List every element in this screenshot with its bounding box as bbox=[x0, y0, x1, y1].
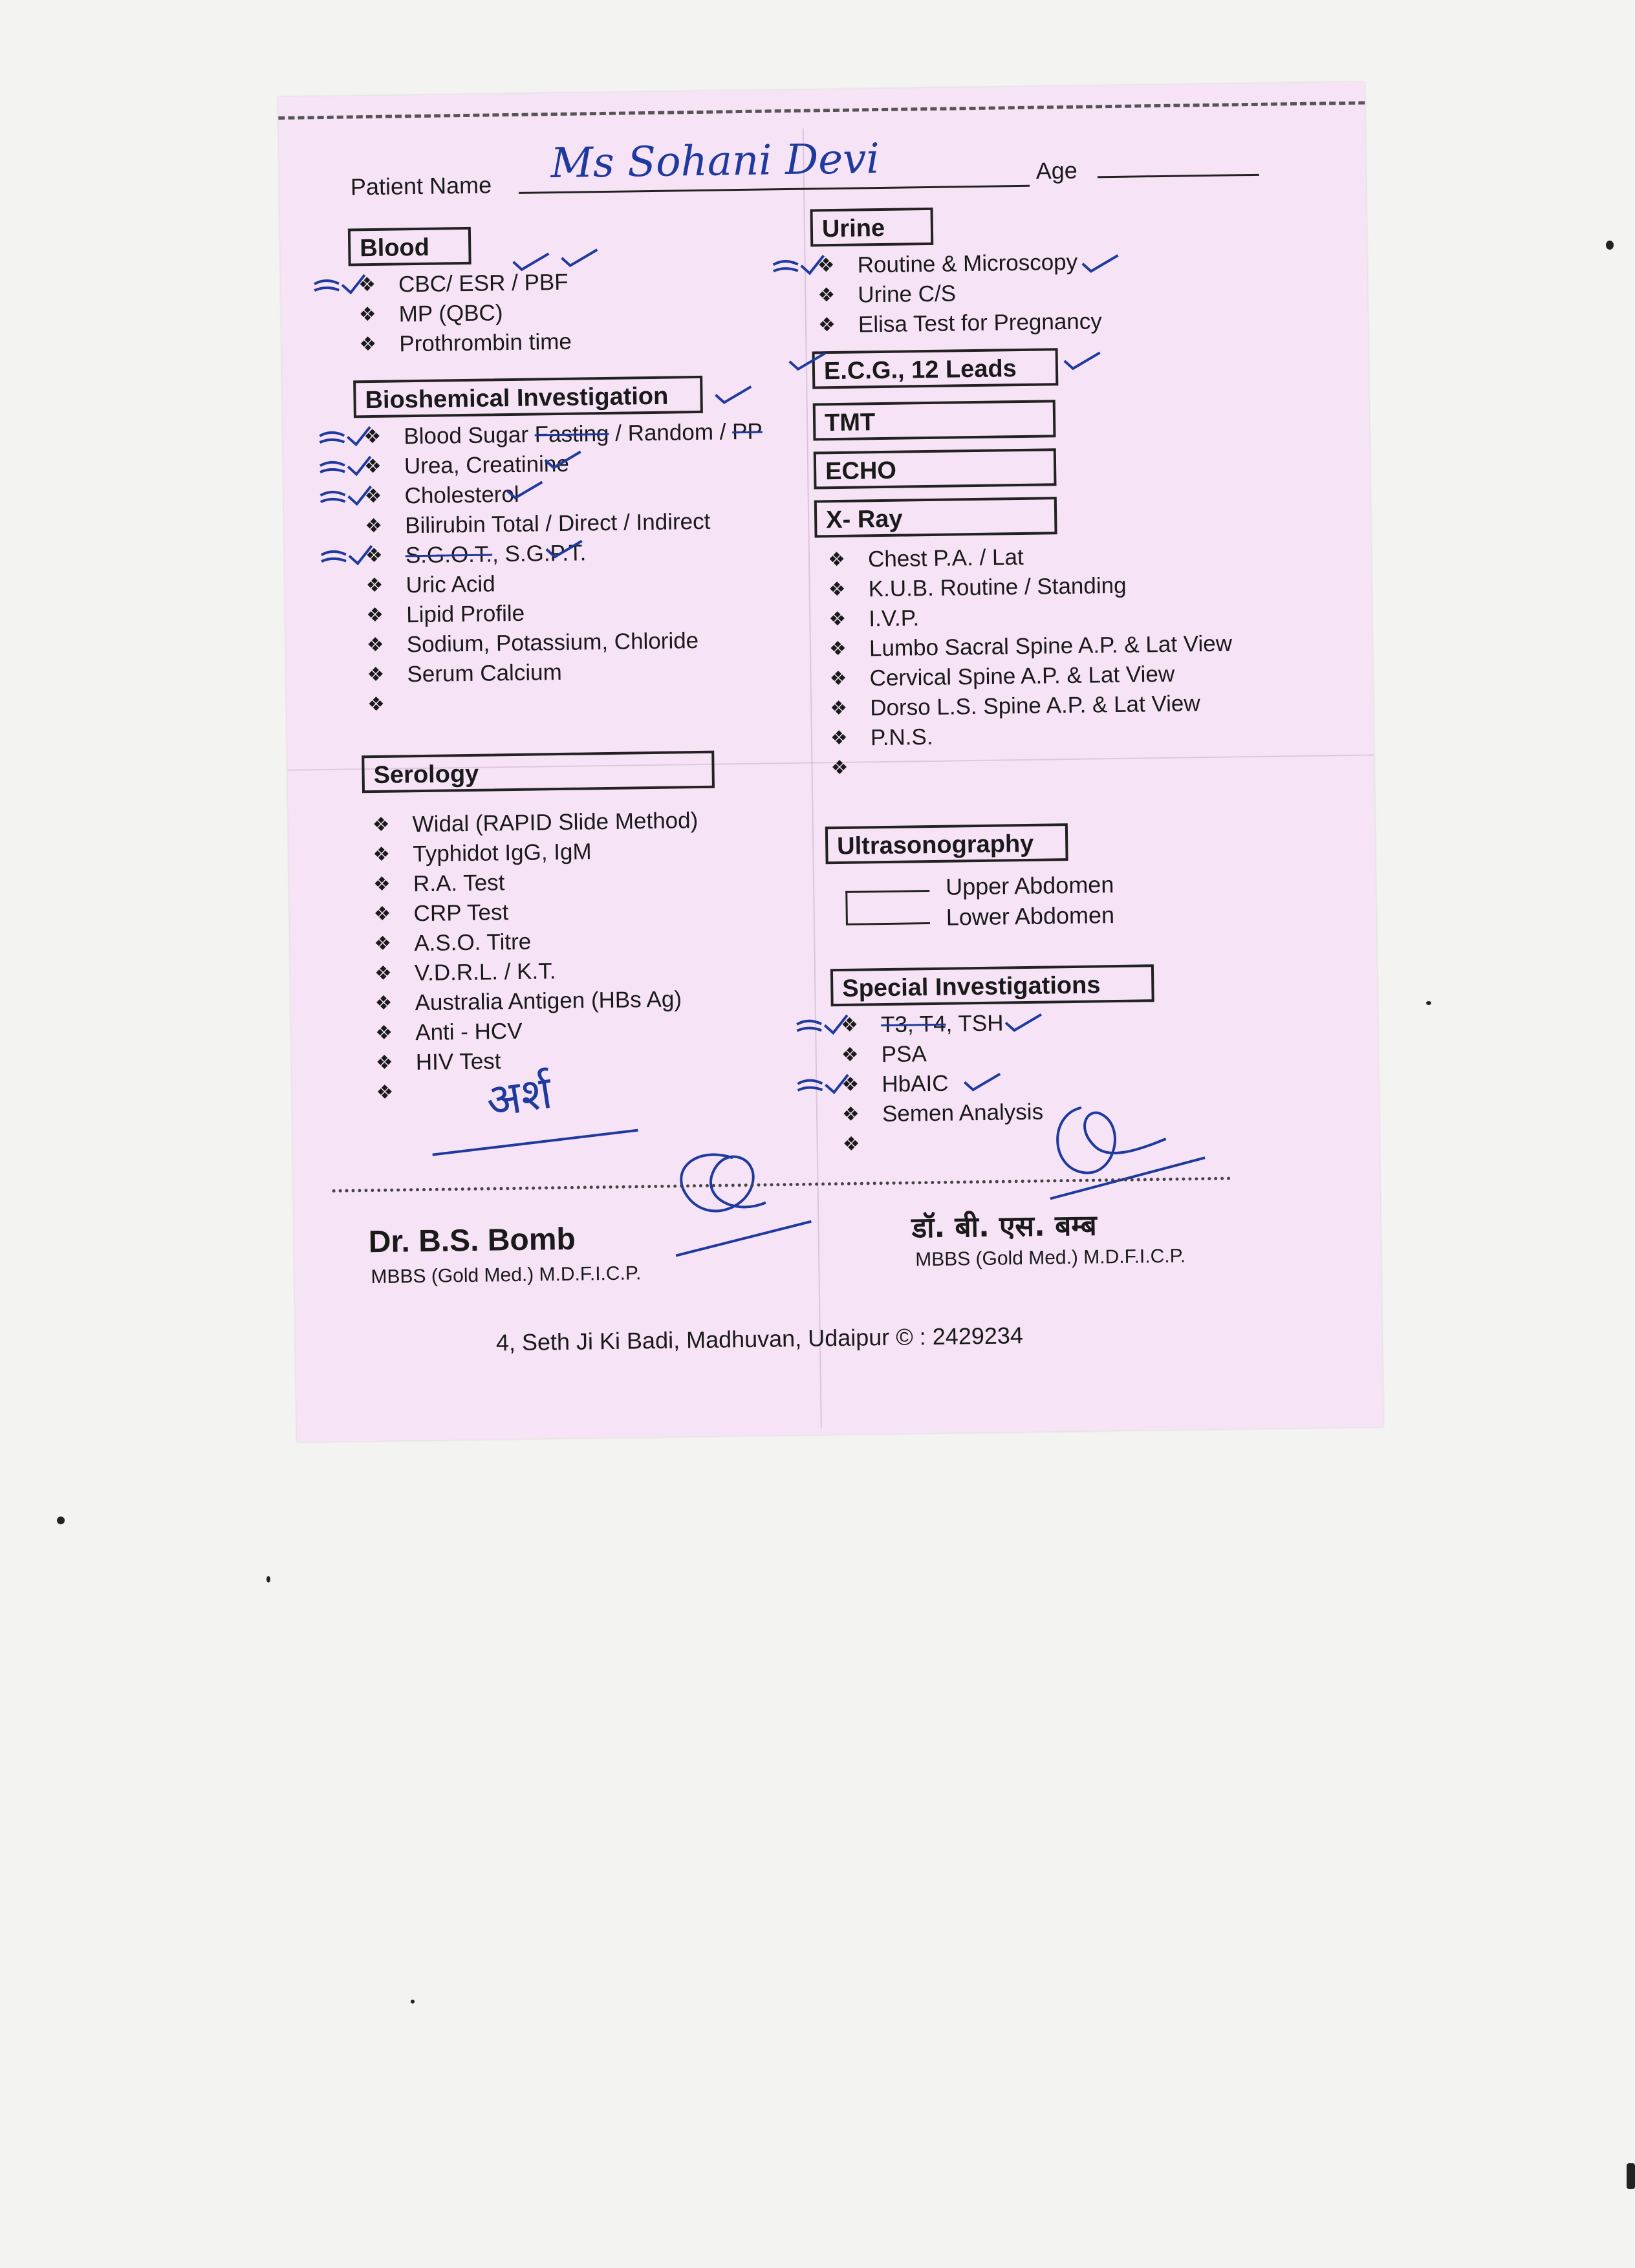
list-item: ❖ Elisa Test for Pregnancy bbox=[817, 308, 1103, 338]
section-title: ECHO bbox=[825, 457, 897, 486]
section-title: Bioshemical Investigation bbox=[365, 382, 669, 415]
list-item: ❖ HbAIC bbox=[841, 1068, 1043, 1100]
list-item: ❖ Lumbo Sacral Spine A.P. & Lat View bbox=[828, 631, 1233, 662]
section-biochemical bbox=[353, 376, 703, 418]
check-mark-icon bbox=[320, 543, 385, 569]
age-label: Age bbox=[1035, 157, 1078, 184]
list-item: ❖ T3, T4, TSH bbox=[841, 1008, 1043, 1041]
section-title: Blood bbox=[359, 233, 430, 263]
list-item: ❖ Widal (RAPID Slide Method) bbox=[372, 808, 698, 837]
section-title: Serology bbox=[373, 760, 479, 790]
section-title: Special Investigations bbox=[842, 971, 1101, 1002]
section-title: Urine bbox=[821, 214, 885, 243]
list-item: ❖ I.V.P. bbox=[828, 605, 920, 632]
list-item: ❖ Lipid Profile bbox=[365, 600, 525, 628]
list-item: ❖ R.A. Test bbox=[373, 870, 505, 897]
tick-mark-icon bbox=[503, 477, 549, 503]
speck bbox=[1426, 1001, 1431, 1005]
list-item: ❖ bbox=[376, 1081, 394, 1104]
section-title: E.C.G., 12 Leads bbox=[823, 355, 1017, 385]
list-item: ❖ PSA bbox=[841, 1041, 927, 1068]
section-title: X- Ray bbox=[825, 505, 903, 534]
list-item: ❖ HIV Test bbox=[375, 1048, 501, 1075]
list-item: ❖ P.N.S. bbox=[830, 724, 933, 751]
tick-mark-icon bbox=[712, 382, 758, 408]
tick-mark-icon bbox=[961, 1068, 1007, 1095]
list-item: ❖ Uric Acid bbox=[365, 571, 495, 598]
blood-list bbox=[358, 268, 572, 360]
tick-mark-icon bbox=[1002, 1010, 1048, 1036]
list-item: ❖ Dorso L.S. Spine A.P. & Lat View bbox=[830, 691, 1200, 721]
doctor-name-hi: डॉ. बी. एस. बम्ब bbox=[911, 1209, 1098, 1245]
handwritten-note: अर्श bbox=[482, 1065, 556, 1129]
check-mark-icon bbox=[796, 1012, 861, 1039]
list-item: ❖ Anti - HCV bbox=[374, 1018, 523, 1046]
prescription-slip bbox=[278, 82, 1383, 1442]
check-mark-icon bbox=[772, 252, 837, 279]
section-title: TMT bbox=[824, 409, 876, 437]
section-echo bbox=[814, 448, 1057, 489]
list-item: ❖ A.S.O. Titre bbox=[374, 929, 532, 956]
list-item: ❖ Typhidot IgG, IgM bbox=[373, 839, 592, 867]
list-item: ❖ Chest P.A. / Lat bbox=[827, 544, 1024, 572]
speck bbox=[266, 1576, 270, 1582]
section-serology bbox=[362, 751, 715, 794]
check-mark-icon bbox=[313, 272, 378, 298]
list-item: ❖ Cervical Spine A.P. & Lat View bbox=[829, 661, 1175, 691]
xray-list bbox=[828, 540, 1234, 784]
lower-abdomen-label: Lower Abdomen bbox=[946, 902, 1115, 931]
speck bbox=[1627, 2163, 1635, 2189]
tick-mark-icon bbox=[510, 248, 556, 275]
patient-name-value: Ms Sohani Devi bbox=[550, 135, 880, 188]
list-item: ❖ Semen Analysis bbox=[841, 1099, 1044, 1127]
list-item: ❖ Bilirubin Total / Direct / Indirect bbox=[365, 508, 711, 539]
signature-icon bbox=[655, 1130, 825, 1262]
list-item: ❖ Blood Sugar Fasting / Random / PP bbox=[363, 417, 763, 453]
list-item: ❖ K.U.B. Routine / Standing bbox=[828, 572, 1127, 602]
tick-mark-icon bbox=[542, 446, 588, 473]
section-urine bbox=[810, 208, 934, 247]
list-item: ❖ Serum Calcium bbox=[367, 659, 562, 687]
list-item: ❖ Australia Antigen (HBs Ag) bbox=[374, 986, 682, 1016]
list-item: ❖ MP (QBC) bbox=[358, 300, 503, 327]
tick-mark-icon bbox=[543, 535, 589, 562]
list-item: ❖ Sodium, Potassium, Chloride bbox=[366, 628, 699, 658]
section-blood bbox=[348, 227, 471, 266]
list-item: ❖ Cholesterol bbox=[364, 477, 763, 512]
speck bbox=[411, 2000, 415, 2003]
section-ultrasonography bbox=[825, 823, 1068, 864]
speck bbox=[57, 1517, 65, 1524]
section-special-investigations bbox=[830, 964, 1154, 1006]
list-item: ❖ bbox=[830, 757, 849, 779]
tick-mark-icon bbox=[1079, 250, 1125, 277]
check-mark-icon bbox=[318, 424, 384, 450]
list-item: ❖ S.G.O.T., S.G.P.T. bbox=[365, 536, 764, 572]
tick-mark-icon bbox=[786, 348, 832, 374]
section-ecg bbox=[812, 348, 1059, 389]
urine-list bbox=[817, 247, 1102, 340]
upper-abdomen-label: Upper Abdomen bbox=[945, 871, 1114, 900]
list-item: ❖ CBC/ ESR / PBF bbox=[358, 268, 571, 301]
tick-mark-icon bbox=[1061, 347, 1107, 374]
list-item: ❖ Prothrombin time bbox=[359, 329, 572, 357]
check-mark-icon bbox=[319, 453, 384, 480]
clinic-address: 4, Seth Ji Ki Badi, Madhuvan, Udaipur © : 2429234 bbox=[495, 1322, 1024, 1356]
tick-mark-icon bbox=[558, 244, 604, 271]
list-item: ❖ Urea, Creatinine bbox=[364, 447, 763, 482]
section-title: Ultrasonography bbox=[836, 830, 1034, 861]
doctor-name-en: Dr. B.S. Bomb bbox=[368, 1222, 576, 1260]
list-item: ❖ Routine & Microscopy bbox=[817, 247, 1101, 281]
doctor-qualification-right: MBBS (Gold Med.) M.D.F.I.C.P. bbox=[915, 1245, 1186, 1271]
list-item: ❖ bbox=[367, 693, 385, 716]
list-item: ❖ Urine C/S bbox=[817, 281, 957, 308]
section-tmt bbox=[813, 400, 1056, 440]
patient-name-label: Patient Name bbox=[350, 171, 492, 200]
list-item: ❖ V.D.R.L. / K.T. bbox=[374, 958, 556, 986]
speck bbox=[1606, 241, 1614, 250]
list-item: ❖ bbox=[842, 1133, 860, 1155]
check-mark-icon bbox=[796, 1072, 861, 1098]
doctor-qualification: MBBS (Gold Med.) M.D.F.I.C.P. bbox=[371, 1262, 642, 1288]
section-xray bbox=[814, 497, 1057, 537]
signature-icon bbox=[1023, 1086, 1218, 1205]
list-item: ❖ CRP Test bbox=[373, 900, 509, 927]
check-mark-icon bbox=[319, 483, 384, 510]
